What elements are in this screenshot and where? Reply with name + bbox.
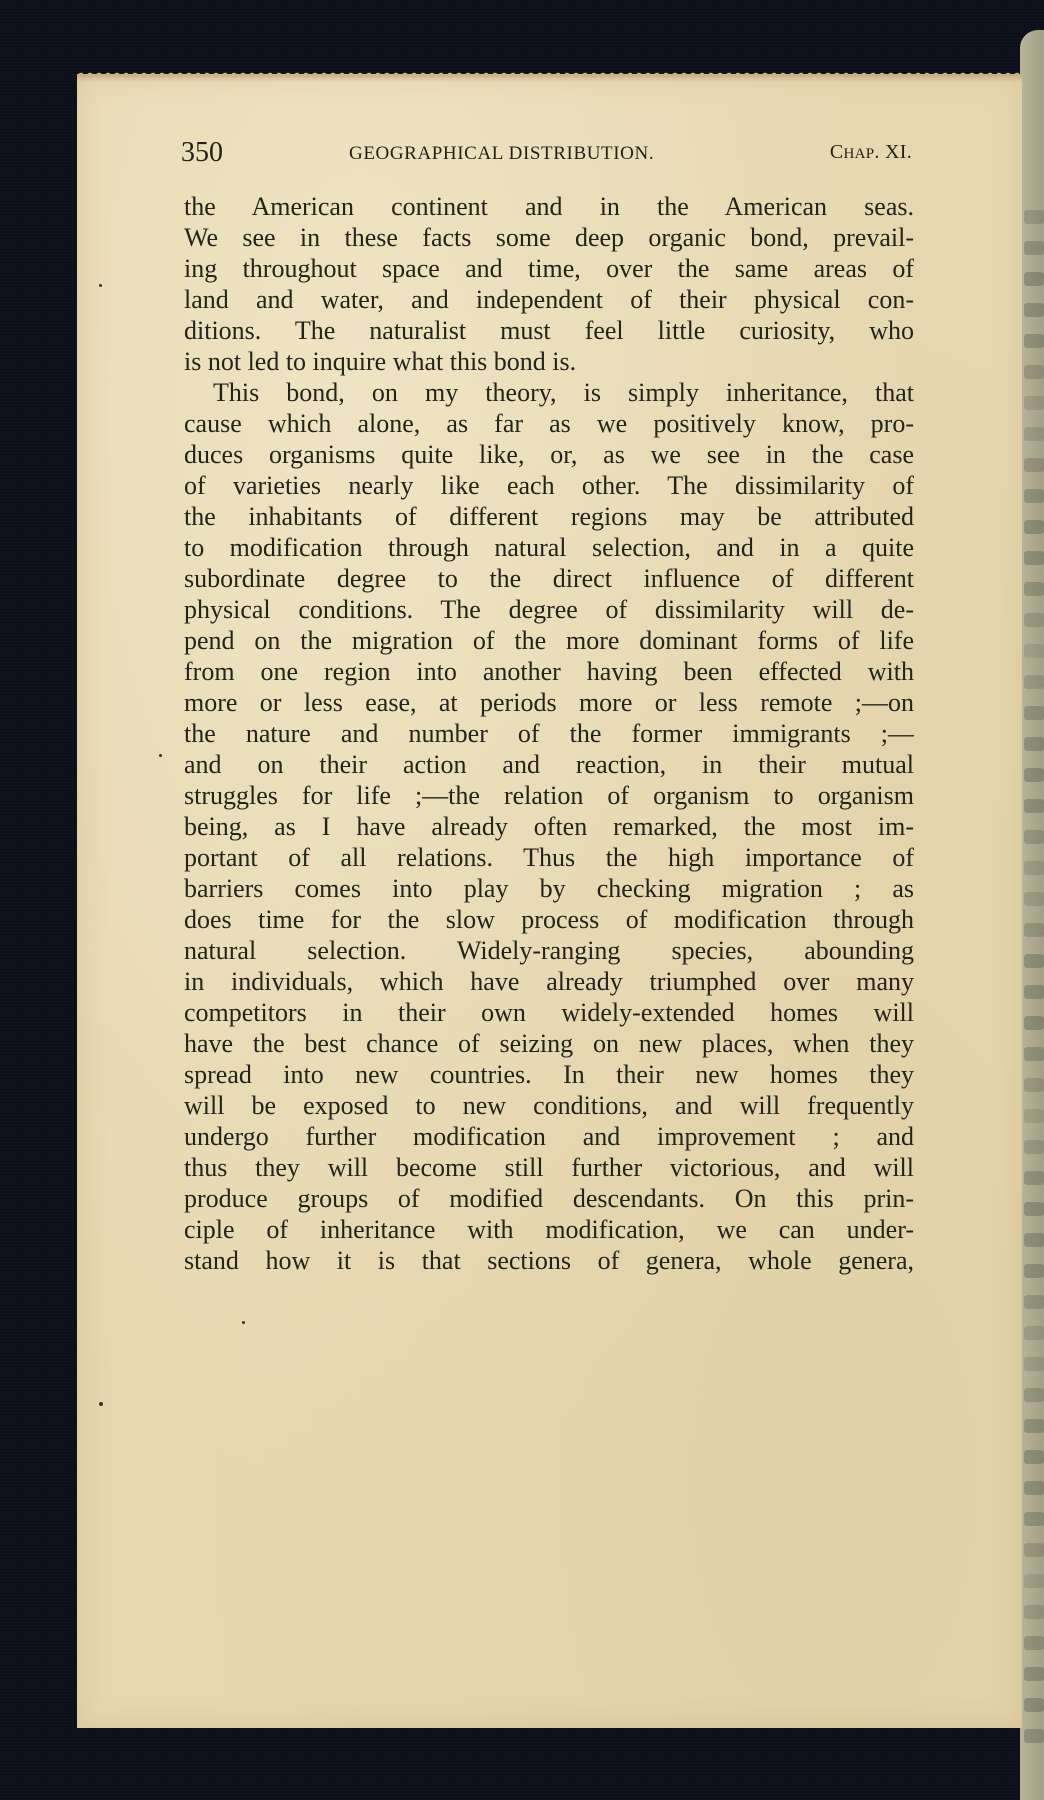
text-line: duces organisms quite like, or, as we see in the case [184,440,914,469]
text-line: from one region into another having been effected with [184,657,914,686]
bleed-through-mark [1024,241,1044,255]
bleed-through-mark [1024,861,1044,875]
text-line: thus they will become still further victorious, and will [184,1153,914,1182]
bleed-through-mark [1024,1481,1044,1495]
paper-speck [159,754,162,757]
paper-speck [242,1321,245,1324]
running-head [181,137,912,177]
text-line: spread into new countries. In their new homes they [184,1060,914,1089]
text-line: We see in these facts some deep organic bond, prevail- [184,223,914,252]
chapter-label [830,141,912,164]
bleed-through-mark [1024,520,1044,534]
bleed-through-mark [1024,768,1044,782]
bleed-through-mark [1024,427,1044,441]
chapter-label-initial: C [829,141,844,163]
bleed-through-mark [1024,1233,1044,1247]
bleed-through-mark [1024,892,1044,906]
bleed-through-mark [1024,1512,1044,1526]
bleed-through-mark [1024,799,1044,813]
text-line: being, as I have already often remarked, the most im- [184,812,914,841]
bleed-through-mark [1024,1419,1044,1433]
text-line: This bond, on my theory, is simply inheritance, that [213,378,914,407]
bleed-through-mark [1024,1667,1044,1681]
text-line: subordinate degree to the direct influence of different [184,564,914,593]
bleed-through-mark [1024,1140,1044,1154]
bleed-through-mark [1024,1543,1044,1557]
text-line: land and water, and independent of their physical con- [184,285,914,314]
text-line: stand how it is that sections of genera, whole genera, [184,1246,914,1275]
text-line: will be exposed to new conditions, and will frequently [184,1091,914,1120]
bleed-through-mark [1024,458,1044,472]
text-line: physical conditions. The degree of dissimilarity will de- [184,595,914,624]
bleed-through-mark [1024,1450,1044,1464]
bleed-through-mark [1024,303,1044,317]
bleed-through-mark [1024,1326,1044,1340]
text-line: more or less ease, at periods more or less remote ;—on [184,688,914,717]
bleed-through-mark [1024,613,1044,627]
text-line: ditions. The naturalist must feel little curiosity, who [184,316,914,345]
bleed-through-mark [1024,1574,1044,1588]
text-line: to modification through natural selection, and in a quite [184,533,914,562]
text-line: competitors in their own widely-extended homes will [184,998,914,1027]
body-text [184,191,914,1276]
paper-speck [99,284,102,287]
bleed-through-mark [1024,706,1044,720]
bleed-through-mark [1024,272,1044,286]
bleed-through-mark [1024,396,1044,410]
next-page-edge [1020,30,1044,1800]
text-line: cause which alone, as far as we positively know, pro- [184,409,914,438]
text-line: of varieties nearly like each other. The dissimilarity of [184,471,914,500]
bleed-through-mark [1024,210,1044,224]
text-line: pend on the migration of the more dominant forms of life [184,626,914,655]
text-line: produce groups of modified descendants. On this prin- [184,1184,914,1213]
text-line: struggles for life ;—the relation of organism to organism [184,781,914,810]
bleed-through-mark [1024,830,1044,844]
text-line: the American continent and in the American seas. [184,192,914,221]
chapter-label-smallcaps: HAP [843,146,875,162]
bleed-through-mark [1024,1171,1044,1185]
bleed-through-mark [1024,923,1044,937]
bleed-through-mark [1024,551,1044,565]
bleed-through-mark [1024,1109,1044,1123]
text-line: and on their action and reaction, in their mutual [184,750,914,779]
bleed-through-mark [1024,1698,1044,1712]
bleed-through-mark [1024,954,1044,968]
chapter-title-header: GEOGRAPHICAL DISTRIBUTION. [349,143,655,164]
bleed-through-mark [1024,582,1044,596]
page-number: 350 [181,137,223,168]
bleed-through-mark [1024,334,1044,348]
text-line: have the best chance of seizing on new places, when they [184,1029,914,1058]
bleed-through-mark [1024,1264,1044,1278]
text-line: the nature and number of the former immigrants ;— [184,719,914,748]
bleed-through-mark [1024,1295,1044,1309]
text-line: ciple of inheritance with modification, we can under- [184,1215,914,1244]
text-line: is not led to inquire what this bond is. [184,347,577,376]
bleed-through-mark [1024,1016,1044,1030]
bleed-through-mark [1024,1729,1044,1743]
bleed-through-mark [1024,365,1044,379]
text-line: barriers comes into play by checking migration ; as [184,874,914,903]
bleed-through-mark [1024,1388,1044,1402]
chapter-label-number: . XI. [874,141,912,163]
text-line: ing throughout space and time, over the same areas of [184,254,914,283]
text-line: portant of all relations. Thus the high importance of [184,843,914,872]
bleed-through-mark [1024,1357,1044,1371]
bleed-through-mark [1024,1047,1044,1061]
bleed-through-mark [1024,489,1044,503]
bleed-through-mark [1024,1636,1044,1650]
text-line: natural selection. Widely-ranging species, abounding [184,936,914,965]
bleed-through-mark [1024,644,1044,658]
bleed-through-mark [1024,985,1044,999]
text-line: in individuals, which have already triumphed over many [184,967,914,996]
bleed-through-mark [1024,1202,1044,1216]
paper-speck [99,1402,103,1406]
bleed-through-mark [1024,1605,1044,1619]
text-line: the inhabitants of different regions may be attributed [184,502,914,531]
bleed-through-mark [1024,675,1044,689]
text-line: undergo further modification and improvement ; and [184,1122,914,1151]
bleed-through-mark [1024,737,1044,751]
bleed-through-mark [1024,1078,1044,1092]
text-line: does time for the slow process of modification through [184,905,914,934]
